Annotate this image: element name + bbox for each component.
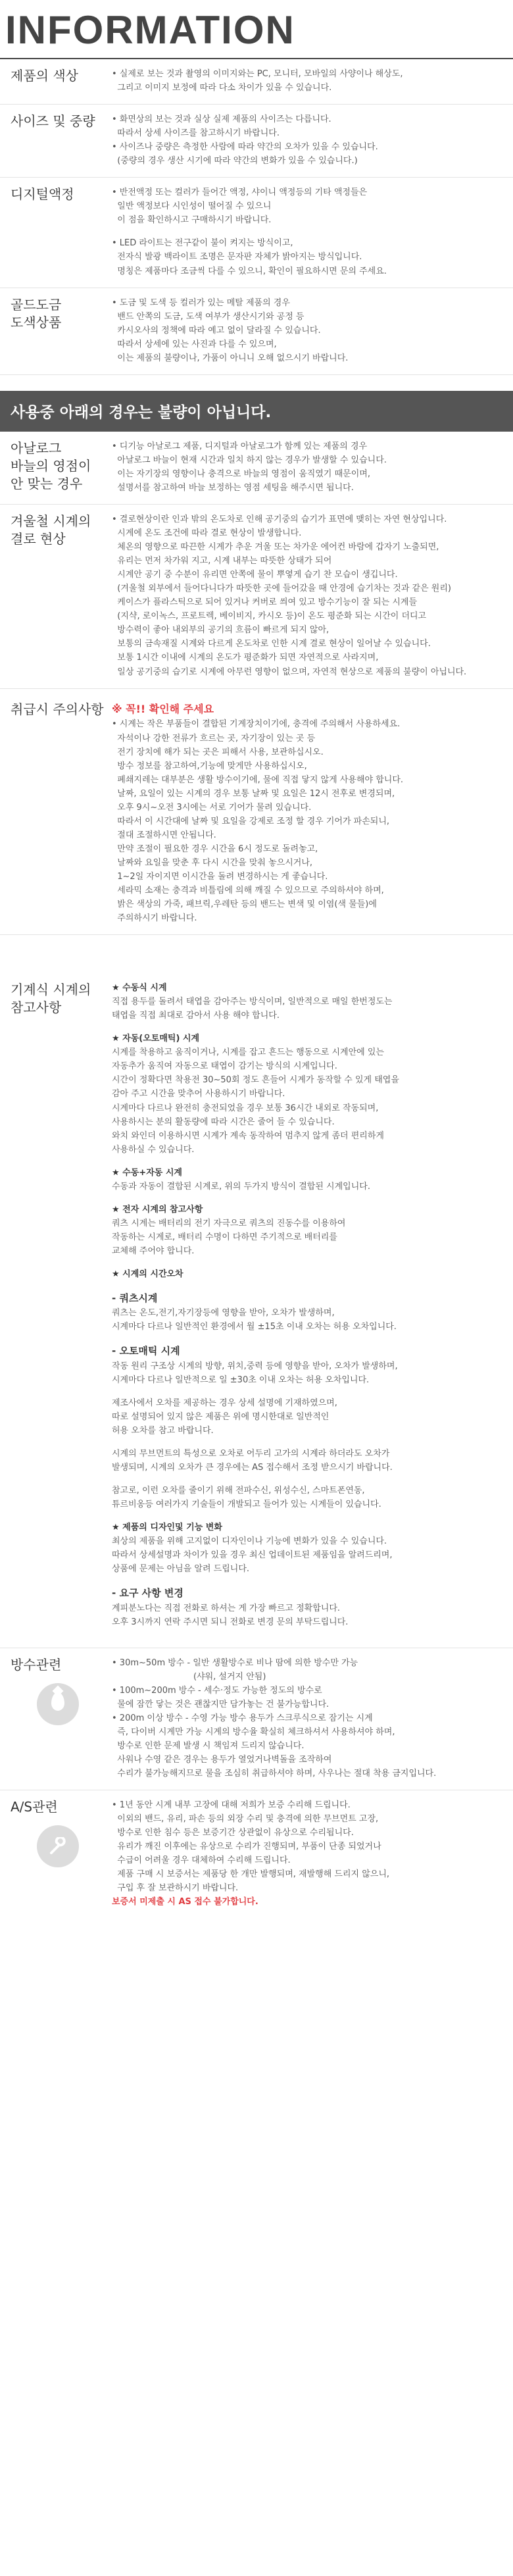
info-row [0, 288, 513, 375]
block-heading: ★ 시계의 시간오차 [112, 1269, 183, 1279]
row-line: (지샥, 로이녹스, 프로트렉, 베이비지, 카시오 등)이 온도 평준화 되는 시간이 더디고 [112, 611, 427, 622]
text-line: 날짜와 요일을 맞춘 후 다시 시간을 맞춰 놓으시거나, [112, 857, 313, 868]
row-line: 일상 공기중의 습기로 시계에 아무런 영향이 없으며, 자연적 현상으로 제품의 불량이 아닙니다. [112, 667, 467, 677]
block-heading: ★ 자동(오토매틱) 시계 [112, 1034, 200, 1044]
row-line [112, 227, 501, 236]
water-drop-icon [37, 1683, 79, 1725]
text-line: 사워나 수영 같은 경우는 용두가 열었거나벽돌을 조작하여 [112, 1755, 332, 1765]
mechanical-label: 기계식 시계의 참고사항 [11, 982, 91, 1016]
text-line: 유리가 깨진 이후에는 유상으로 수리가 진행되며, 부품이 단종 되었거나 [112, 1842, 381, 1852]
row-line: 카시오사의 정책에 따라 예고 없이 달라질 수 있습니다. [112, 325, 321, 336]
text-line: 이외의 밴드, 유리, 파손 등의 외장 수리 및 충격에 의한 무브먼트 고장, [112, 1814, 379, 1825]
as-label: A/S관련 [11, 1799, 58, 1815]
row-line: 따라서 상세 사이즈를 참고하시기 바랍니다. [112, 128, 280, 139]
row-line: 시계안 공기 중 수분이 유리면 안쪽에 물이 뿌옇게 습기 찬 모습이 생깁니다. [112, 570, 398, 580]
text-line: 제품 구매 시 보증서는 제품당 한 개만 발행되며, 재발행해 드리지 않으니, [112, 1869, 390, 1880]
row-label: 겨울철 시계의 결로 현상 [11, 513, 91, 547]
text-line: 따라서 이 시간대에 날짜 및 요일을 강제로 조정 할 경우 기어가 파손되니, [112, 816, 390, 826]
text-line: 방수 정보를 참고하여,기능에 맞게만 사용하십시오, [112, 761, 307, 771]
row-label: 골드도금 도색상품 [11, 296, 62, 330]
text-line: 따로 설명되어 있지 않은 제품은 위에 명시한대로 일반적인 [112, 1411, 330, 1422]
as-label-box [0, 1790, 105, 1918]
row-line: 유리는 먼저 차가워 지고, 시계 내부는 따뜻한 상태가 되어 [112, 556, 332, 567]
text-line: 방수로 인한 침수 등은 보증기간 상관없이 유상으로 수리됩니다. [112, 1828, 354, 1838]
row-line: • 디기능 아날로그 제품, 디지털과 아날로그가 함께 있는 제품의 경우 [112, 441, 368, 451]
row-line: 이는 제품의 불량이나, 가품이 아니니 오해 없으시기 바랍니다. [112, 353, 349, 363]
water-section [0, 1648, 513, 1790]
row-line: • LED 라이트는 전구같이 불이 켜지는 방식이고, [112, 238, 293, 249]
info-row [0, 178, 513, 288]
text-line: • 100m~200m 방수 - 세수·정도 가능한 정도의 방수로 [112, 1685, 322, 1696]
text-line: 쿼츠는 온도,전기,자기장등에 영향을 받아, 오차가 발생하며, [112, 1308, 335, 1319]
row-line: 전자식 발광 백라이트 조명은 문자판 자체가 밝아지는 방식입니다. [112, 252, 362, 263]
text-line: 튜르비옹등 여러가지 기술들이 개발되고 들어가 있는 시계들이 있습니다. [112, 1500, 381, 1510]
row-line: 케이스가 플라스틱으로 되어 있거나 커버로 씌여 있고 방수기능이 잘 되는 시계들 [112, 597, 418, 608]
text-line: 시간이 정확다면 착용전 30~50회 정도 흔들어 시계가 동작할 수 있게 태엽을 [112, 1075, 399, 1086]
row-line: 설명서를 참고하여 바늘 보정하는 영점 세팅을 해주시면 됩니다. [112, 482, 354, 493]
row-line: 그리고 이미지 보정에 따라 다소 차이가 있을 수 있습니다. [112, 83, 332, 93]
text-line: 수리가 불가능해지므로 물을 조심히 취급하셔야 하며, 사우나는 절대 착용 금지입니다. [112, 1769, 437, 1779]
row-line: • 사이즈나 중량은 측정한 사람에 따라 약간의 오차가 있을 수 있습니다. [112, 142, 378, 153]
text-line: 쿼츠 시계는 배터리의 전기 자극으로 쿼츠의 진동수를 이용하여 [112, 1218, 346, 1228]
text-line: 직접 용두를 돌려서 태엽을 감아주는 방식이며, 일반적으로 매일 한번정도는 [112, 997, 393, 1007]
text-line: 구입 후 잘 보관하시기 바랍니다. [112, 1883, 239, 1894]
row-line: (겨울철 외부에서 들어다니다가 따뜻한 곳에 들어갔을 때 안경에 습기차는 것과 같은 원리) [112, 584, 451, 594]
row-line: 체온의 영향으로 따끈한 시계가 추운 겨울 또는 차가운 에어컨 바람에 갑자기 노출되면, [112, 542, 439, 553]
text-line: 따라서 상세설명과 차이가 있을 경우 최신 업데이트된 제품임을 알려드리며, [112, 1550, 393, 1561]
row-line: 이는 자기장의 영향이나 충격으로 바늘의 영점이 움직였기 때문이며, [112, 468, 370, 479]
row-label: 사이즈 및 중량 [11, 113, 95, 130]
row-line: 밴드 안쪽의 도금, 도색 여부가 생산시기와 공정 등 [112, 311, 305, 322]
row-body [105, 105, 513, 177]
wrench-icon [37, 1825, 79, 1867]
text-line: 만약 조절이 필요한 경우 시간을 6시 정도로 돌려놓고, [112, 844, 318, 854]
care-title: ※ 꼭!! 확인해 주세요 [112, 702, 214, 715]
text-line: 시계마다 다르나 일반적인 환경에서 월 ±15초 이내 오차는 허용 오차입니다. [112, 1322, 397, 1332]
text-line: 발생되며, 시계의 오차가 큰 경우에는 AS 접수해서 조정 받으시기 바랍니다. [112, 1463, 393, 1473]
text-line: 날짜, 요일이 있는 시계의 경우 보통 날짜 및 요일은 12시 전후로 변경되며, [112, 788, 395, 799]
text-line: 계피분노다는 직접 전화로 하셔는 게 가장 빠르고 정확합니다. [112, 1603, 341, 1613]
text-line: 허용 오차를 참고 바랍니다. [112, 1425, 214, 1436]
text-line: 오후 9시~오전 3시에는 서로 기어가 물려 있습니다. [112, 802, 312, 813]
text-line: 수급이 어려울 경우 대체하여 수리해 드립니다. [112, 1856, 291, 1866]
text-line: 시계마다 다르나 일반적으로 일 ±30초 이내 오차는 허용 오차입니다. [112, 1375, 370, 1385]
row-line: 따라서 상세에 있는 사진과 다를 수 있으며, [112, 339, 277, 349]
text-line: 태엽을 직접 최대로 감아서 사용 해야 합니다. [112, 1011, 280, 1021]
row-line: 보통의 금속재질 시계와 다르게 온도차로 인한 시계 결로 현상이 일어날 수 있습니다. [112, 639, 431, 649]
text-line: 감아 주고 시간을 맞추어 사용하시기 바랍니다. [112, 1089, 285, 1099]
row-body [105, 505, 513, 688]
care-body [105, 689, 513, 935]
text-line: • 200m 이상 방수 - 수영 가능 방수 용두가 스크루식으로 잠기는 시계 [112, 1713, 373, 1723]
as-body [105, 1790, 513, 1918]
row-line: 방수력이 좋아 내외부의 공기의 흐름이 빠르게 되지 않아, [112, 625, 330, 636]
row-line: 일반 액정보다 시인성이 떨어질 수 있으니 [112, 201, 272, 212]
text-line: 자동추가 움직여 자동으로 태엽이 감기는 방식의 시계입니다. [112, 1061, 337, 1072]
text-line: • 30m~50m 방수 - 일반 생활방수로 비나 땀에 의한 방수만 가능 [112, 1657, 358, 1668]
row-body [105, 288, 513, 374]
text-line: 오후 3시까지 연락 주시면 되니 전화로 변경 문의 부탁드립니다. [112, 1617, 349, 1627]
text-line: 전기 장치에 해가 되는 곳은 피해서 사용, 보관하십시오. [112, 747, 324, 757]
text-line: 작동 원리 구조상 시계의 방향, 위치,중력 등에 영향을 받아, 오차가 발생하며, [112, 1361, 398, 1371]
row-line: • 결로현상이란 인과 밖의 온도차로 인해 공기중의 습기가 표면에 맺히는 자연 현상입니다. [112, 514, 447, 524]
notice-bar [0, 391, 513, 432]
block-heading: - 요구 사항 변경 [112, 1587, 183, 1600]
text-line: 1~2일 자이지면 이시간을 돌려 변경하시는 게 좋습니다. [112, 871, 328, 882]
text-line: 수동과 자동이 결합된 시계로, 위의 두가지 방식이 결합된 시계입니다. [112, 1181, 370, 1192]
not-defect-sections [0, 432, 513, 689]
row-line: 시계에 온도 조건에 따라 결로 현상이 발생합니다. [112, 528, 302, 539]
row-label: 아날로그 바늘의 영점이 안 맞는 경우 [11, 440, 91, 492]
row-line: (중량의 경우 생산 시기에 따라 약간의 변화가 있을 수 있습니다.) [112, 156, 358, 166]
row-label: 제품의 색상 [11, 68, 78, 84]
text-line: 시계를 착용하고 움직이거나, 시계를 잡고 흔드는 행동으로 시계안에 있는 [112, 1048, 384, 1058]
row-line: • 화면상의 보는 것과 실상 실제 제품의 사이즈는 다릅니다. [112, 114, 331, 125]
row-line: 명칭은 제품마다 조금씩 다를 수 있으니, 확인이 필요하시면 문의 주세요. [112, 266, 387, 276]
text-line: 자석이나 강한 전류가 흐르는 곳, 자기장이 있는 곳 등 [112, 733, 316, 744]
text-line: 교체해 주어야 합니다. [112, 1246, 195, 1256]
care-label: 취급시 주의사항 [11, 701, 104, 717]
text-line: 방수로 인한 문제 발생 시 책임져 드리지 않습니다. [112, 1741, 305, 1752]
mechanical-section [0, 935, 513, 1648]
row-line: • 도금 및 도색 등 컬러가 있는 메탈 제품의 경우 [112, 297, 290, 308]
row-label: 디지털액정 [11, 186, 74, 203]
text-line: 와치 와인더 이용하시면 시계가 계속 동작하여 멈추지 않게 좀더 편리하게 [112, 1130, 384, 1141]
block-heading: ★ 수동식 시계 [112, 983, 167, 994]
text-line: 물에 잠깐 닿는 것은 괜찮지만 담가놓는 건 불가능합니다. [112, 1699, 330, 1709]
row-line: 아날로그 바늘이 현재 시간과 일치 하지 않는 경우가 발생할 수 있습니다. [112, 455, 387, 465]
block-heading: ★ 제품의 디자인및 기능 변화 [112, 1523, 222, 1533]
row-body [105, 178, 513, 287]
row-body [105, 432, 513, 504]
text-line [112, 1475, 501, 1484]
water-body [105, 1648, 513, 1790]
text-line: 주의하시기 바랍니다. [112, 913, 197, 924]
info-row [0, 432, 513, 505]
as-section [0, 1790, 513, 1918]
row-line: 보통 1시간 이내에 시계의 온도가 평준화가 되면 자연적으로 사라지며, [112, 653, 379, 663]
block-heading: ★ 전자 시계의 참고사항 [112, 1204, 203, 1215]
info-row [0, 59, 513, 105]
text-line: 제조사에서 오차를 제공하는 경우 상세 설명에 기재하였으며, [112, 1398, 337, 1408]
text-line: 밝은 색상의 가죽, 패브릭,우레탄 등의 밴드는 변색 및 이염(색 물들)에 [112, 899, 377, 910]
notice-bar-title: 사용중 아래의 경우는 불량이 아닙니다. [11, 403, 272, 421]
text-line [112, 1387, 501, 1396]
text-line: (샤워, 설거지 안됨) [112, 1671, 266, 1682]
text-line: 사용하시는 분의 활동량에 따라 시간은 줄어 들 수 있습니다. [112, 1117, 335, 1127]
row-line: • 실제로 보는 것과 촬영의 이미지와는 PC, 모니터, 모바일의 사양이나 해상도, [112, 69, 403, 79]
water-label: 방수관련 [11, 1656, 62, 1673]
row-line: 이 점을 확인하시고 구매하시기 바랍니다. [112, 215, 272, 226]
text-line: 참고로, 이런 오차를 줄이기 위해 전파수신, 위성수신, 스마트폰연동, [112, 1486, 365, 1496]
info-row [0, 505, 513, 689]
text-line: 세라믹 소재는 충격과 비틀림에 의해 깨질 수 있으므로 주의하셔야 하며, [112, 886, 384, 896]
text-line: 상품에 문제는 아님을 알려 드립니다. [112, 1564, 250, 1575]
header [0, 0, 513, 59]
block-heading: ★ 수동+자동 시계 [112, 1167, 182, 1178]
mechanical-body [105, 955, 513, 1648]
product-info-sections [0, 59, 513, 375]
block-heading: - 오토매틱 시계 [112, 1345, 180, 1357]
text-line: 사용하실 수 있습니다. [112, 1144, 195, 1155]
text-line: • 1년 동안 시계 내부 고장에 대해 저희가 보증 수리해 드립니다. [112, 1800, 351, 1811]
text-line: 폐쇄지레는 대부분은 생활 방수이기에, 물에 직접 닿지 않게 사용해야 합니다. [112, 774, 404, 785]
row-body [105, 59, 513, 104]
text-line: 시계마다 다르나 완전히 충전되었을 경우 보통 36시간 내외로 작동되며, [112, 1103, 379, 1113]
text-line: 절대 조절하시면 안됩니다. [112, 830, 216, 840]
text-line: 시계의 무브먼트의 특성으로 오차로 어두리 고가의 시계라 하더라도 오차가 [112, 1448, 390, 1459]
care-lines [112, 717, 501, 925]
text-line: 최상의 제품을 위해 고지없이 디자인이나 기능에 변화가 있을 수 있습니다. [112, 1536, 387, 1547]
text-line: 즉, 다이버 시계만 가능 시계의 방수율 확실히 체크하셔서 사용하셔야 하며, [112, 1727, 395, 1737]
as-warning: 보증서 미제출 시 AS 접수 불가합니다. [112, 1897, 258, 1907]
info-row [0, 105, 513, 178]
text-line [112, 1438, 501, 1447]
text-line: • 시계는 작은 부품들이 결합된 기계장치이기에, 충격에 주의해서 사용하세요. [112, 719, 401, 730]
row-line: • 반전액정 또는 컬러가 들어간 액정, 샤이니 액정등의 기타 액정들은 [112, 188, 368, 198]
water-label-box [0, 1648, 105, 1790]
page-title: INFORMATION [5, 8, 295, 52]
care-section [0, 689, 513, 936]
block-heading: - 쿼츠시계 [112, 1292, 158, 1305]
text-line: 작동하는 시계로, 배터리 수명이 다하면 주기적으로 배터리를 [112, 1232, 337, 1242]
